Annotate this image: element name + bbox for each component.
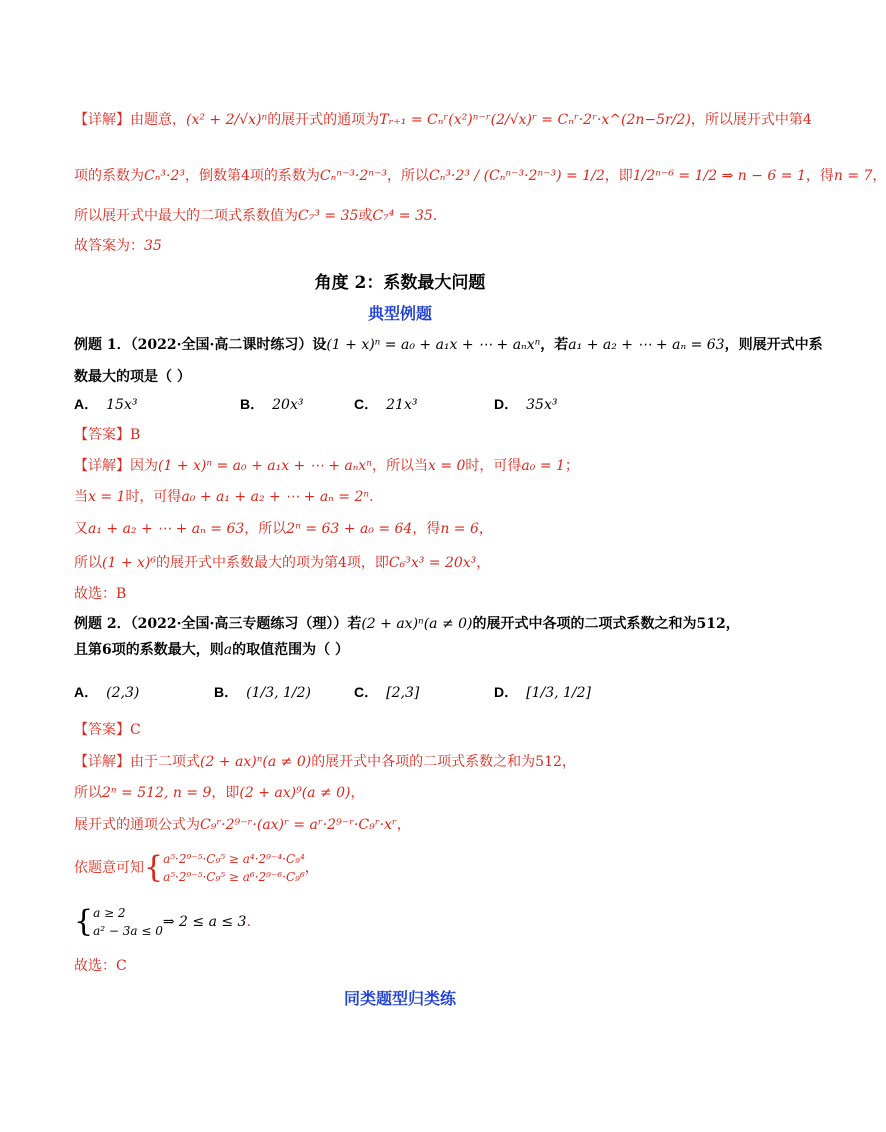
formula: (1 + x)ⁿ = a₀ + a₁x + ⋯ + aₙxⁿ <box>158 458 372 474</box>
text: ， <box>476 555 491 571</box>
formula: 2ⁿ = 512, n = 9 <box>102 785 212 801</box>
text: ，若 <box>540 337 569 353</box>
text: 且第6项的系数最大，则 <box>74 642 224 658</box>
option-value: (2,3) <box>106 685 140 701</box>
text: 故答案为： <box>74 238 144 254</box>
example1-option-a <box>74 394 137 414</box>
example2-detail-1 <box>74 752 576 772</box>
formula: (2 + ax)ⁿ(a ≠ 0) <box>200 754 312 770</box>
text: 所以 <box>74 785 102 801</box>
text: 【详解】因为 <box>74 458 158 474</box>
example2-answer: 【答案】C <box>74 722 141 738</box>
formula: 1/2ⁿ⁻⁶ = 1/2 ⇒ n − 6 = 1 <box>632 168 806 184</box>
example2-option-d <box>494 682 591 702</box>
text: ，倒数第4项的系数为 <box>184 168 320 184</box>
text: ，则展开式中系 <box>724 337 823 353</box>
formula: C₆³x³ = 20x³ <box>388 555 477 571</box>
option-value: (1/3, 1/2) <box>246 685 312 701</box>
example1-detail-3 <box>74 519 493 539</box>
option-value: [2,3] <box>386 685 420 701</box>
formula: a₀ + a₁ + a₂ + ⋯ + aₙ = 2ⁿ <box>181 489 370 505</box>
example1-option-c <box>354 394 417 414</box>
text: 所以 <box>74 555 102 571</box>
text: ， <box>396 817 411 833</box>
option-letter: C． <box>354 684 379 700</box>
detail-line-1 <box>74 110 812 130</box>
formula: ⇒ 2 ≤ a ≤ 3 <box>162 914 247 930</box>
formula: n = 6 <box>440 521 479 537</box>
option-letter: A． <box>74 396 99 412</box>
example1-detail-2 <box>74 487 374 507</box>
example2-question-line-2 <box>74 640 349 660</box>
inequality-system <box>93 904 163 940</box>
formula: C₇⁴ = 35 <box>372 208 433 224</box>
text: ，所以当 <box>371 458 428 474</box>
text: 所以展开式中最大的二项式系数值为 <box>74 208 298 224</box>
formula: a <box>223 642 233 658</box>
example-label: 例题 2．（2022·全国·高三专题练习（理））若 <box>74 616 362 632</box>
detail-line-2 <box>74 166 886 186</box>
text: 当 <box>74 489 88 505</box>
example2-detail-5 <box>74 904 251 940</box>
example2-option-c <box>354 682 419 702</box>
text: ， <box>872 168 886 184</box>
text: 项的系数为 <box>74 168 144 184</box>
example2-option-b <box>214 682 311 702</box>
answer-value: 35 <box>144 238 162 254</box>
formula: a₁ + a₂ + ⋯ + aₙ = 63 <box>568 337 725 353</box>
text: 展开式的通项公式为 <box>74 817 200 833</box>
text: 或 <box>358 208 373 224</box>
example1-option-b <box>240 394 303 414</box>
footer-heading: 同类题型归类练 <box>343 989 456 1008</box>
formula: C₉ʳ·2⁹⁻ʳ·(ax)ʳ = aʳ·2⁹⁻ʳ·C₉ʳ·xʳ <box>200 817 397 833</box>
text: 的取值范围为（ ） <box>232 642 349 658</box>
text: ， <box>304 860 319 876</box>
option-value: 21x³ <box>386 397 418 413</box>
example1-question-line-2: 数最大的项是（ ） <box>74 369 191 385</box>
example2-final: 故选：C <box>74 958 127 974</box>
option-letter: C． <box>354 396 379 412</box>
example2-question-line-1 <box>74 614 740 634</box>
detail-line-4 <box>74 236 162 256</box>
formula: C₇³ = 35 <box>298 208 359 224</box>
left-brace: { <box>74 904 94 939</box>
example1-final: 故选：B <box>74 586 127 602</box>
example2-detail-3 <box>74 815 411 835</box>
formula: a₀ = 1 <box>521 458 565 474</box>
example2-detail-2 <box>74 783 365 803</box>
formula: n = 7 <box>833 168 873 184</box>
example1-question-line-1 <box>74 335 823 355</box>
text: 的展开式中系数最大的项为第4项，即 <box>155 555 389 571</box>
example1-option-d <box>494 394 557 414</box>
text: ，所以展开式中第4 <box>690 112 812 128</box>
inequality: a² − 3a ≤ 0 <box>93 924 163 938</box>
inequality-system <box>163 850 305 886</box>
inequality: a ≥ 2 <box>93 906 126 920</box>
example2-option-a <box>74 682 139 702</box>
inequality: a⁵·2⁹⁻⁵·C₉⁵ ≥ a⁴·2⁹⁻⁴·C₉⁴ <box>163 852 305 866</box>
formula: x = 1 <box>88 489 126 505</box>
option-value: 20x³ <box>272 397 304 413</box>
text: 时，可得 <box>465 458 522 474</box>
option-letter: D． <box>494 396 519 412</box>
text: ， <box>478 521 493 537</box>
formula: (1 + x)ⁿ = a₀ + a₁x + ⋯ + aₙxⁿ <box>326 337 541 353</box>
option-letter: A． <box>74 684 99 700</box>
formula: 2ⁿ = 63 + a₀ = 64 <box>286 521 413 537</box>
text: . <box>432 208 438 224</box>
text: ，即 <box>211 785 240 801</box>
text: . <box>369 489 374 505</box>
detail-line-3 <box>74 206 437 226</box>
text: 时，可得 <box>125 489 182 505</box>
formula: Cₙ³·2³ / (Cₙⁿ⁻³·2ⁿ⁻³) = 1/2 <box>429 168 605 184</box>
option-letter: B． <box>214 684 239 700</box>
text: ，得 <box>805 168 834 184</box>
option-value: 35x³ <box>526 397 558 413</box>
text: 依题意可知 <box>74 860 144 876</box>
text: 的展开式的通项为 <box>267 112 380 128</box>
option-value: [1/3, 1/2] <box>526 685 592 701</box>
text: 的展开式中各项的二项式系数之和为512， <box>311 754 576 770</box>
formula: (1 + x)⁶ <box>102 555 156 571</box>
text: ； <box>564 458 579 474</box>
text: ，所以 <box>244 521 287 537</box>
sub-heading: 典型例题 <box>367 304 432 323</box>
example2-detail-4 <box>74 850 319 886</box>
text: ，即 <box>604 168 633 184</box>
formula: Cₙⁿ⁻³·2ⁿ⁻³ <box>319 168 387 184</box>
option-letter: B． <box>240 396 265 412</box>
example-label: 例题 1．（2022·全国·高二课时练习）设 <box>74 337 327 353</box>
left-brace: { <box>144 850 164 885</box>
example1-detail-1 <box>74 456 579 476</box>
text: . <box>246 914 251 930</box>
text: ， <box>350 785 365 801</box>
formula: a₁ + a₂ + ⋯ + aₙ = 63 <box>88 521 245 537</box>
formula: (2 + ax)⁹(a ≠ 0) <box>239 785 351 801</box>
example1-detail-4 <box>74 553 490 573</box>
section-heading: 角度 2：系数最大问题 <box>314 273 486 293</box>
text: 【详解】由于二项式 <box>74 754 200 770</box>
formula: (2 + ax)ⁿ(a ≠ 0) <box>361 616 473 632</box>
formula: Cₙ³·2³ <box>144 168 185 184</box>
text: ，所以 <box>387 168 429 184</box>
formula: (x² + 2/√x)ⁿ <box>186 112 268 128</box>
formula: Tᵣ₊₁ = Cₙʳ(x²)ⁿ⁻ʳ(2/√x)ʳ = Cₙʳ·2ʳ·x^(2n−5r/2) <box>379 112 691 128</box>
text: 又 <box>74 521 88 537</box>
text: 的展开式中各项的二项式系数之和为512， <box>472 616 740 632</box>
formula: x = 0 <box>427 458 466 474</box>
text: ，得 <box>412 521 441 537</box>
example1-answer: 【答案】B <box>74 427 141 443</box>
inequality: a⁵·2⁹⁻⁵·C₉⁵ ≥ a⁶·2⁹⁻⁶·C₉⁶ <box>163 870 305 884</box>
option-value: 15x³ <box>106 397 138 413</box>
option-letter: D． <box>494 684 519 700</box>
detail-label: 【详解】由题意， <box>74 112 186 128</box>
